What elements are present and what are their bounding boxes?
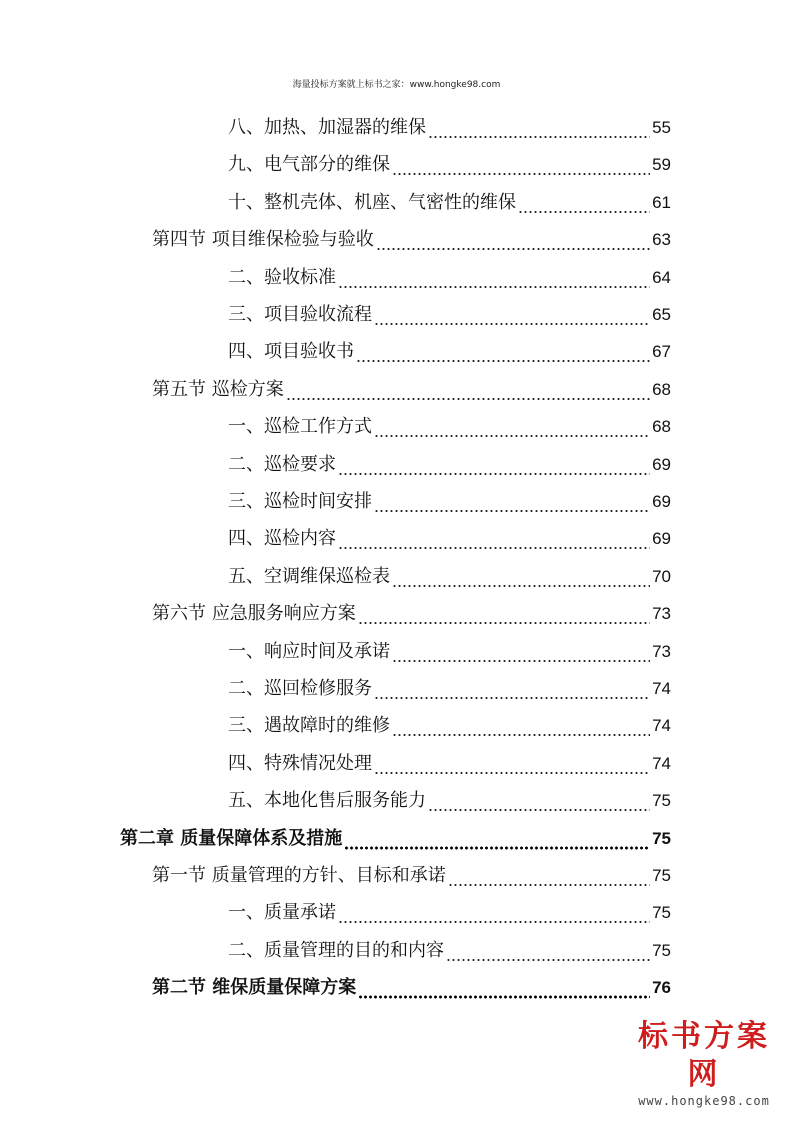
toc-entry-page: 69 — [652, 492, 671, 511]
toc-entry-label: 二、质量管理的目的和内容 — [228, 939, 444, 961]
toc-entry[interactable] — [228, 142, 671, 176]
toc-entry-page: 65 — [652, 305, 671, 324]
toc-entry-label: 第六节 应急服务响应方案 — [152, 603, 356, 625]
toc-entry-label: 十、整机壳体、机座、气密性的维保 — [228, 191, 516, 213]
toc-dot-leader — [374, 416, 650, 438]
toc-dot-leader — [374, 491, 650, 513]
toc-entry[interactable] — [228, 180, 671, 214]
toc-entry-page: 74 — [652, 679, 671, 698]
toc-entry[interactable] — [228, 629, 671, 663]
toc-entry-page: 69 — [652, 529, 671, 549]
toc-entry-label: 二、巡检要求 — [228, 453, 336, 475]
toc-entry-label: 二、验收标准 — [228, 266, 336, 288]
toc-dot-leader — [392, 154, 650, 176]
toc-dot-leader — [446, 940, 650, 962]
toc-dot-leader — [374, 753, 650, 775]
toc-entry[interactable] — [228, 703, 671, 737]
toc-entry[interactable] — [228, 666, 671, 700]
toc-entry-page: 55 — [652, 118, 671, 137]
toc-entry-page: 67 — [652, 342, 671, 362]
toc-entry-label: 五、本地化售后服务能力 — [228, 790, 426, 812]
toc-dot-leader — [448, 865, 650, 887]
toc-entry-label: 四、巡检内容 — [228, 528, 336, 550]
toc-dot-leader — [358, 977, 650, 999]
toc-entry[interactable] — [120, 816, 671, 850]
toc-entry-page: 68 — [652, 417, 671, 437]
toc-entry-page: 61 — [652, 192, 671, 212]
watermark-title: 标书方案网 — [638, 1019, 770, 1092]
page-header: 海量投标方案就上标书之家：www.hongke98.com — [292, 80, 501, 90]
toc-entry-label: 四、项目验收书 — [228, 341, 354, 363]
toc-entry[interactable] — [152, 965, 671, 999]
toc-entry-page: 69 — [652, 454, 671, 474]
toc-entry[interactable] — [228, 442, 671, 476]
site-watermark-logo — [629, 1018, 779, 1108]
toc-entry[interactable] — [228, 479, 671, 513]
toc-entry[interactable] — [228, 741, 671, 775]
toc-entry-label: 第五节 巡检方案 — [152, 378, 284, 400]
toc-dot-leader — [358, 603, 650, 625]
toc-entry[interactable] — [228, 105, 671, 139]
toc-entry-label: 第二章 质量保障体系及措施 — [120, 827, 343, 849]
toc-dot-leader — [286, 379, 650, 401]
toc-entry-page: 75 — [652, 940, 671, 960]
toc-entry-page: 73 — [652, 641, 671, 661]
toc-entry-page: 74 — [652, 716, 671, 736]
toc-entry-page: 64 — [652, 267, 671, 287]
toc-entry[interactable] — [152, 853, 671, 887]
toc-entry-label: 一、巡检工作方式 — [228, 416, 372, 438]
toc-dot-leader — [374, 304, 650, 326]
toc-dot-leader — [518, 192, 650, 214]
toc-entry[interactable] — [228, 329, 671, 363]
toc-entry[interactable] — [228, 255, 671, 289]
toc-entry-label: 第二节 维保质量保障方案 — [152, 977, 357, 999]
toc-dot-leader — [356, 341, 650, 363]
toc-dot-leader — [428, 790, 650, 812]
toc-entry[interactable] — [152, 217, 671, 251]
toc-entry-label: 九、电气部分的维保 — [228, 154, 390, 176]
toc-dot-leader — [338, 528, 650, 550]
toc-entry[interactable] — [228, 778, 671, 812]
toc-entry-label: 四、特殊情况处理 — [228, 752, 372, 774]
toc-entry-label: 八、加热、加湿器的维保 — [228, 117, 426, 138]
toc-entry-label: 二、巡回检修服务 — [228, 678, 372, 699]
toc-entry[interactable] — [152, 591, 671, 625]
toc-entry-label: 一、质量承诺 — [228, 902, 336, 924]
toc-entry-page: 75 — [652, 866, 671, 885]
toc-entry-label: 三、项目验收流程 — [228, 304, 372, 325]
toc-dot-leader — [376, 229, 650, 251]
toc-entry-page: 73 — [652, 604, 671, 624]
toc-dot-leader — [338, 267, 650, 289]
toc-entry-label: 三、巡检时间安排 — [228, 491, 372, 512]
toc-dot-leader — [428, 117, 650, 139]
watermark-url: www.hongke98.com — [638, 1094, 770, 1108]
toc-entry-page: 75 — [652, 828, 671, 848]
toc-entry-label: 一、响应时间及承诺 — [228, 640, 390, 662]
toc-entry[interactable] — [228, 404, 671, 438]
toc-entry[interactable] — [228, 516, 671, 550]
toc-dot-leader — [338, 902, 650, 924]
toc-dot-leader — [344, 828, 650, 850]
toc-entry-page: 76 — [652, 978, 671, 998]
toc-entry[interactable] — [228, 292, 671, 326]
toc-entry-page: 75 — [652, 791, 671, 811]
toc-dot-leader — [374, 678, 650, 700]
toc-entry-page: 74 — [652, 753, 671, 773]
toc-entry-page: 63 — [652, 230, 671, 250]
toc-entry-label: 五、空调维保巡检表 — [228, 565, 390, 587]
toc-entry[interactable] — [228, 554, 671, 588]
toc-dot-leader — [392, 566, 650, 588]
toc-dot-leader — [392, 715, 650, 737]
toc-entry-label: 三、遇故障时的维修 — [228, 715, 390, 737]
toc-dot-leader — [338, 454, 650, 476]
toc-entry-page: 68 — [652, 379, 671, 399]
toc-entry-page: 59 — [652, 155, 671, 175]
toc-entry-label: 第一节 质量管理的方针、目标和承诺 — [152, 865, 446, 886]
toc-entry[interactable] — [228, 890, 671, 924]
toc-dot-leader — [392, 641, 650, 663]
toc-entry-label: 第四节 项目维保检验与验收 — [152, 229, 374, 251]
toc-entry-page: 70 — [652, 566, 671, 586]
toc-entry[interactable] — [152, 367, 671, 401]
toc-entry-page: 75 — [652, 903, 671, 923]
toc-entry[interactable] — [228, 928, 671, 962]
